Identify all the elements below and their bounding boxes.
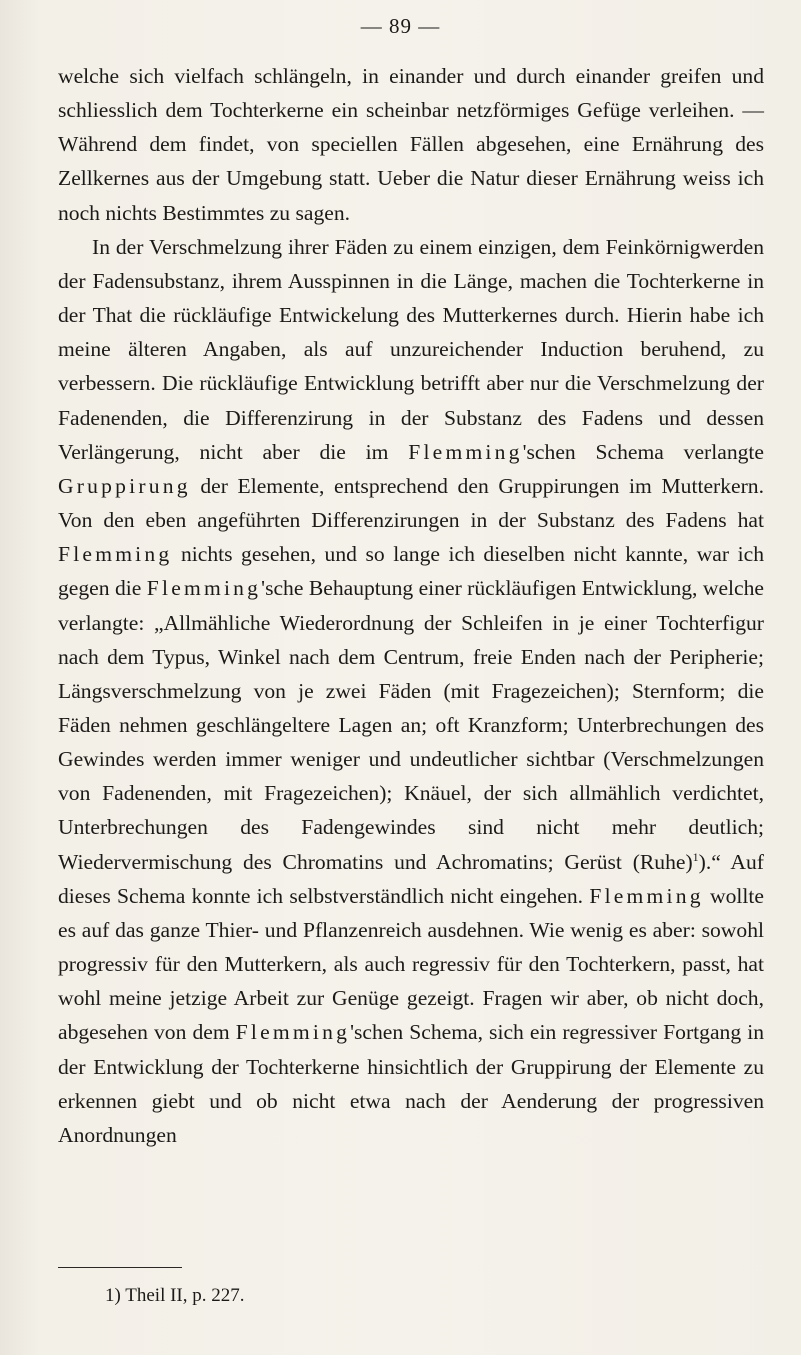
footnote-reference: 1 <box>692 849 699 864</box>
author-name-flemming: Flemming <box>408 439 523 464</box>
footnote-mark: 1) <box>105 1285 121 1306</box>
page-number: — 89 — <box>360 14 441 38</box>
paragraph-2-text-1: In der Verschmelzung ihrer Fäden zu einem einzigen, dem Feinkörnigwerden der Fadensubstanz, ihrem Ausspinnen in die Länge, machen die Tochterkerne in der That die rückläufige Entwickelung des Mutterkernes durch. Hierin habe ich meine älteren Angaben, als auf unzureichender Induction beruhend, zu verbessern. Die rückläufige Entwicklung betrifft aber nur die Verschmelzung der Fadenenden, die Differenzirung in der Substanz des Fadens und dessen Verlängerung, nicht aber die im <box>58 234 764 464</box>
paragraph-2-text-6: ).“ Auf dieses Schema konnte ich selbstverständlich nicht eingehen. <box>58 849 764 908</box>
footnote-text: Theil II, p. 227. <box>125 1285 245 1306</box>
paragraph-2-text-3: der Elemente, entsprechend den Gruppirungen im Mutterkern. Von den eben angeführten Differenzirungen in der Substanz des Fadens hat <box>58 473 764 533</box>
paragraph-2-text-5: 'sche Behauptung einer rückläufigen Entwicklung, welche verlangte: „Allmähliche Wiederordnung der Schleifen in je einer Tochterfigur nach dem Typus, Winkel nach dem Centrum, freie Enden nach der Peripherie; Längsverschmelzung von je zwei Fäden (mit Fragezeichen); Sternform; die Fäden nehmen geschlängeltere Lagen an; oft Kranzform; Unterbrechungen des Gewindes werden immer weniger und undeutlicher sichtbar (Verschmelzungen von Fadenenden, mit Fragezeichen); Knäuel, der sich allmählich verdichtet, Unterbrechungen des Fadengewindes sind nicht mehr deutlich; Wiedervermischung des Chromatins und Achromatins; Gerüst (Ruhe) <box>58 576 764 874</box>
author-name-flemming: Flemming <box>589 883 704 908</box>
footnote <box>105 1284 245 1308</box>
paragraph-2-text-2: 'schen Schema verlangte <box>522 439 764 464</box>
paragraph-2-text-7: wollte es auf das ganze Thier- und Pflanzenreich ausdehnen. Wie wenig es aber: sowohl progressiv für den Mutterkern, als auch regressiv für den Tochterkern, passt, hat wohl meine jetzige Arbeit zur Genüge gezeigt. Fragen wir aber, ob nicht doch, abgesehen von dem <box>58 883 764 1045</box>
paragraph-2-text-8: 'schen Schema, sich ein regressiver Fortgang in der Entwicklung der Tochterkerne hinsichtlich der Gruppirung der Elemente zu erkennen giebt und ob nicht etwa nach der Aenderung der progressiven Anordnungen <box>58 1020 764 1147</box>
author-name-flemming: Flemming <box>146 576 262 601</box>
paragraph-2 <box>58 230 764 1152</box>
paragraph-2-text-4: nichts gesehen, und so lange ich dieselben nicht kannte, war ich gegen die <box>58 542 764 601</box>
term-gruppirung: Gruppirung <box>58 473 191 498</box>
author-name-flemming: Flemming <box>58 542 173 567</box>
footnote-divider <box>58 1267 182 1268</box>
author-name-flemming: Flemming <box>235 1020 351 1045</box>
paragraph-1: welche sich vielfach schlängeln, in einander und durch einander greifen und schliesslich dem Tochterkerne ein scheinbar netzförmiges Gefüge verleihen. — Während dem findet, von speciellen Fällen abgesehen, eine Ernährung des Zellkernes aus der Umgebung statt. Ueber die Natur dieser Ernährung weiss ich noch nichts Bestimmtes zu sagen. <box>58 64 764 225</box>
main-text <box>58 59 764 1152</box>
